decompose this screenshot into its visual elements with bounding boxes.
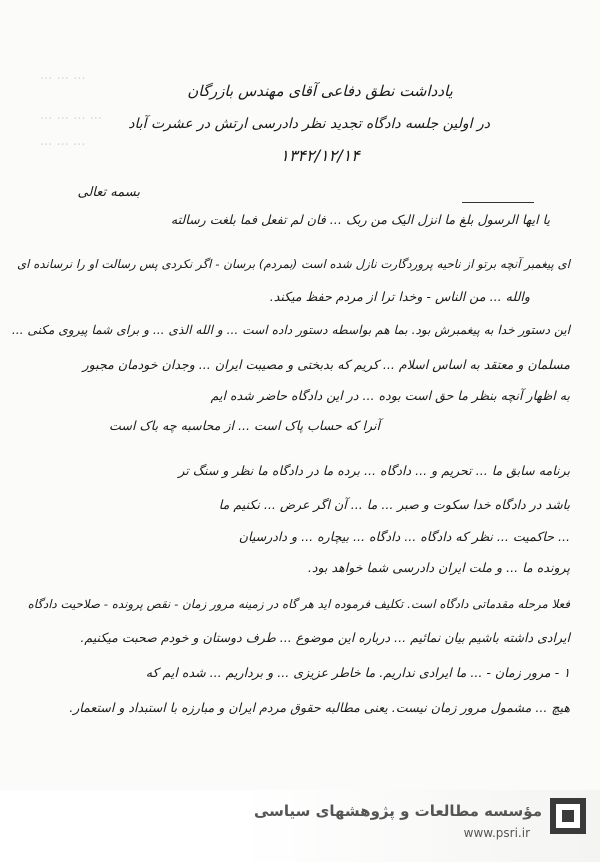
document-title: یادداشت نطق دفاعی آقای مهندس بازرگان [187, 82, 453, 100]
body-line: باشد در دادگاه خدا سکوت و صبر ... ما ... آن اگر عرض ... نکنیم ما [218, 497, 570, 512]
body-line: آنرا که حساب پاک است ... از محاسبه چه باک است [109, 418, 380, 433]
body-line: مسلمان و معتقد به اساس اسلام ... کریم که بدبختی و مصیبت ایران ... وجدان خودمان مجبور [82, 357, 570, 372]
body-line: والله ... من الناس - وخدا ترا از مردم حفظ میکند. [269, 289, 530, 304]
heading-underline [462, 202, 534, 203]
body-line: ایرادی داشته باشیم بیان نمائیم ... درباره این موضوع ... طرف دوستان و خودم صحبت میکنیم. [80, 630, 570, 645]
heading: بسمه تعالی [77, 185, 140, 200]
psri-logo-icon [550, 798, 586, 834]
body-line: یا ایها الرسول بلغ ما انزل الیک من ربک ... فان لم تفعل فما بلغت رسالته [170, 212, 550, 227]
body-line: برنامه سابق ما ... تحریم و ... دادگاه ... برده ما در دادگاه ما نظر و سنگ تر [178, 463, 570, 478]
body-line: پرونده ما ... و ملت ایران دادرسی شما خواهد بود. [307, 560, 570, 575]
body-line: ای پیغمبر آنچه برتو از ناحیه پروردگارت نازل شده است (بمردم) برسان - اگر نکردی پس رسالت او را نرسانده ای [16, 257, 570, 271]
body-line: هیچ ... مشمول مرور زمان نیست. یعنی مطالبه حقوق مردم ایران و مبارزه با استبداد و استعمار. [69, 700, 570, 715]
bleed-through-text: ... ... ... [40, 68, 86, 83]
bleed-through-text: ... ... ... ... [40, 108, 102, 123]
watermark-bar [0, 790, 600, 862]
body-line: ۱ - مرور زمان - ... ما ایرادی نداریم. ما خاطر عزیزی ... و برداریم ... شده ایم که [145, 665, 570, 680]
body-line: به اظهار آنچه بنظر ما حق است بوده ... در این دادگاه حاضر شده ایم [210, 388, 570, 403]
body-line: فعلا مرحله مقدماتی دادگاه است. تکلیف فرموده اید هر گاه در زمینه مرور زمان - نقص پرونده - صلاحیت دادگاه [27, 597, 570, 611]
institution-name: مؤسسه مطالعات و پژوهشهای سیاسی [253, 802, 542, 820]
document-date: ۱۳۴۲/۱۲/۱۴ [280, 146, 360, 165]
document-subtitle: در اولین جلسه دادگاه تجدید نظر دادرسی ارتش در عشرت آباد [128, 116, 490, 132]
bleed-through-text: ... ... ... [40, 134, 86, 149]
institution-url: www.psri.ir [463, 826, 530, 840]
body-line: این دستور خدا به پیغمبرش بود. بما هم بواسطه دستور داده است ... و الله الذی ... و برای شما پیروی مکنی ... [11, 323, 570, 337]
body-line: ... حاکمیت ... نظر که دادگاه ... دادگاه ... بیچاره ... و دادرسیان [238, 529, 570, 544]
